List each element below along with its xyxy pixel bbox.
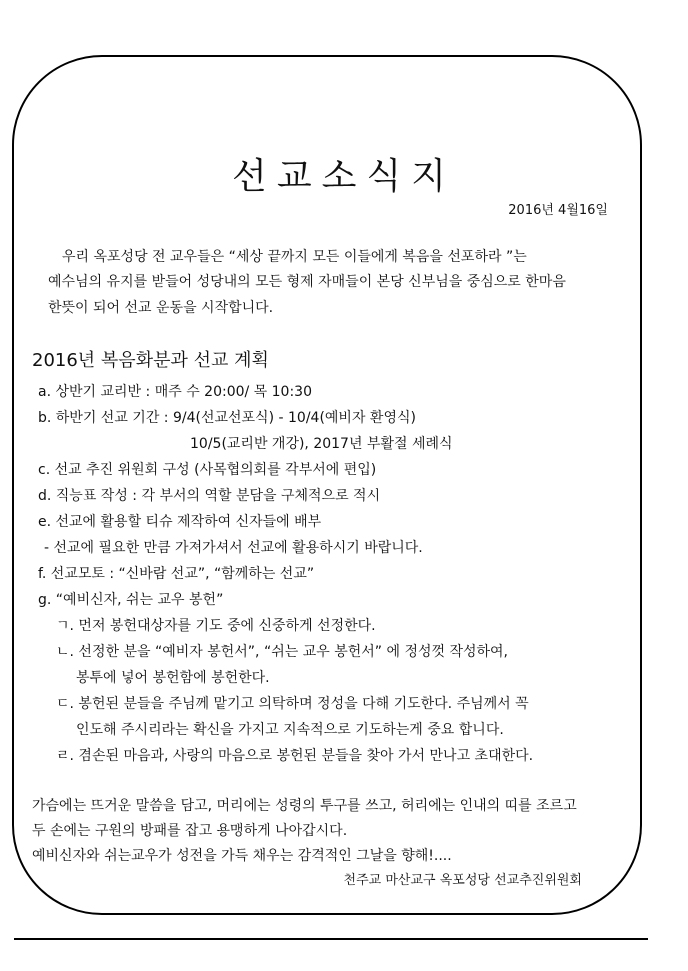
intro-line-2: 예수님의 유지를 받들어 성당내의 모든 형제 자매들이 본당 신부님을 중심으로 한마음 [48,274,566,290]
plan-item-g-step-3: ㄷ. 봉헌된 분들을 주님께 맡기고 의탁하며 정성을 다해 기도한다. 주님께서 꼭 [56,696,529,712]
plan-item-a: a. 상반기 교리반 : 매주 수 20:00/ 목 10:30 [38,384,312,400]
plan-item-d: d. 직능표 작성 : 각 부서의 역할 분담을 구체적으로 적시 [38,488,381,504]
intro-line-1: 우리 옥포성당 전 교우들은 “세상 끝까지 모든 이들에게 복음을 선포하라 ”는 [62,249,527,265]
plan-item-g-step-3-continued: 인도해 주시리라는 확신을 가지고 지속적으로 기도하는게 중요 합니다. [76,722,504,738]
plan-item-f: f. 선교모토 : “신바람 선교”, “함께하는 선교” [38,566,315,582]
plan-item-e-note: - 선교에 필요한 만큼 가져가셔서 선교에 활용하시기 바랍니다. [44,540,423,556]
plan-item-g-step-2: ㄴ. 선정한 분을 “예비자 봉헌서”, “쉬는 교우 봉헌서” 에 정성껏 작성하여, [56,644,509,660]
plan-item-e: e. 선교에 활용할 티슈 제작하여 신자들에 배부 [38,514,322,530]
plan-item-g-step-2-continued: 봉투에 넣어 봉헌함에 봉헌한다. [76,670,270,686]
plan-item-b: b. 하반기 선교 기간 : 9/4(선교선포식) - 10/4(예비자 환영식) [38,410,416,426]
intro-line-3: 한뜻이 되어 선교 운동을 시작합니다. [48,300,274,316]
page-title: 선교소식지 [232,156,456,197]
plan-item-g: g. “예비신자, 쉬는 교우 봉헌” [38,592,224,608]
signature: 천주교 마산교구 옥포성당 선교추진위원회 [343,873,582,888]
closing-line-3: 예비신자와 쉬는교우가 성전을 가득 채우는 감격적인 그날을 향해!.... [32,848,452,864]
plan-heading: 2016년 복음화분과 선교 계획 [32,350,269,371]
plan-item-g-step-4: ㄹ. 겸손된 마음과, 사랑의 마음으로 봉헌된 분들을 찾아 가서 만나고 초대한다. [56,748,534,764]
closing-line-2: 두 손에는 구원의 방패를 잡고 용맹하게 나아갑시다. [32,823,348,839]
plan-item-g-step-1: ㄱ. 먼저 봉헌대상자를 기도 중에 신중하게 선정한다. [56,618,376,634]
issue-date: 2016년 4월16일 [508,203,608,218]
closing-line-1: 가슴에는 뜨거운 말씀을 담고, 머리에는 성령의 투구를 쓰고, 허리에는 인내의 띠를 조르고 [32,798,577,814]
plan-item-c: c. 선교 추진 위원회 구성 (사목협의회를 각부서에 편입) [38,462,377,478]
plan-item-b-continued: 10/5(교리반 개강), 2017년 부활절 세례식 [190,436,453,452]
bottom-divider [14,938,648,940]
